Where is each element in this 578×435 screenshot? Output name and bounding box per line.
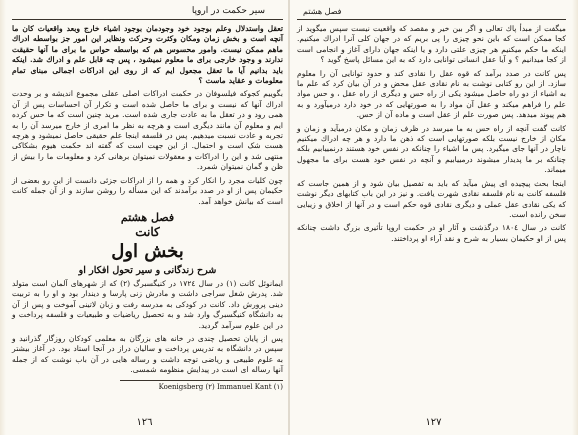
chapter-subject: کانت	[135, 224, 160, 239]
page-edge-shadow	[0, 0, 6, 435]
paragraph: چون کلیات مجرد را انکار کرد و همه را از ادراکات جزئی دانست از این رو بعضی از حکیمان پس از او در صدد برآمدند که این مسأله را روشن سازند و از آن جمله کانت است که بیانش خواهد آمد.	[12, 175, 283, 206]
paragraph: تعقل واستدلال وعلم بوجود خود وجودمان بوجود اشیاء خارج وبعد واقعیات کان ما آنچه است و بخش زمان ومکان وکثرت وحرکت ونظایر این امور جز بواسطه ادراك ماهم ممکن نیست. وامور محسوس هم که بواسطه حواس ما برای ما آنها حقیقت ندارند و وجود خارجی برای ما معلوم نمیشود ، پس چه قابل علم و ادراك شد. اینکه باید بدانیم آیا ما تعقل مجعول ایم که از روی این ادراکات اجمالی مبنای تمام معلومات و عقاید ماست ؟	[12, 24, 283, 86]
paragraph: ایمانوئل کانت (١) در سال ١٧٢٤ در کنیگسبرگ (٢) که از شهرهای آلمان است متولد شد. پدرش شغل سراجی داشت و مادرش زنی پارسا و دیندار بود و او را به تربیت دینی پرورش داد. کانت در کودکی به مدرسه رفت و زبان لاتینی آموخت و پس از آن به دانشگاه کنیگسبرگ وارد شد و به تحصیل ریاضیات و طبیعیات و فلسفه پرداخت و در این علوم سرآمد گردید.	[12, 278, 284, 330]
section-heading: بخش اول	[111, 240, 184, 262]
right-page	[289, 0, 578, 435]
running-head: سیر حکمت در اروپا	[12, 5, 283, 20]
page-number: ١٢٦	[136, 417, 153, 428]
paragraph: اینجا بحث پیچیده ای پیش میآید که باید به تفصیل بیان شود و از همین جاست که فلسفه کانت به نام فلسفه نقادی شهرت یافت. و نیز در این باب کتابهای دیگر نوشت که یکی نقادی عقل عملی و دیگری نقادی قوه حکم است و در آنها از اخلاق و زیبایی سخن رانده است.	[297, 178, 566, 219]
paragraph: پس از پایان تحصیل چندی در خانه های بزرگان به معلمی کودکان روزگار گذرانید و سپس در دانشگاه به تدریس پرداخت و سالیان دراز در آنجا استاد بود. در آغاز بیشتر به علوم طبیعی و ریاضی توجه داشت و رساله هایی در آن باب نوشت که از جمله آنها رساله ای است در پیدایش منظومه شمسی.	[12, 333, 283, 375]
paragraph: کانت در سال ١٨٠٤ درگذشت و آثار او در حکمت اروپا تأثیری بزرگ داشت چنانکه پس از او حکیمان بسیار به شرح و نقد آراء او پرداختند.	[297, 223, 566, 243]
footnote: Koenigsberg (٢) Immanuel Kant (١)	[158, 382, 283, 391]
paragraph: پس کانت در صدد برآمد که قوه عقل را نقادی کند و حدود توانایی آن را معلوم سازد. از این رو کتابی نوشت به نام نقادی عقل محض و در آن بیان کرد که علم ما به اشیاء از دو راه حاصل میشود یکی از راه حس و دیگری از راه عقل ، و حس مواد علم را فراهم میکند و عقل آن مواد را به صورتهایی که در خود دارد درمیآورد و به هم پیوند میدهد. پس صورت علم از عقل است و ماده آن از حس.	[297, 68, 566, 120]
page-number: ١٢٧	[425, 417, 442, 428]
paragraph: کانت گفت آنچه از راه حس به ما میرسد در ظرف زمان و مکان درمیآید و زمان و مکان از خارج نیست بلکه صورتهایی است که ذهن ما دارد و هر چه ادراك میکنیم ناچار در آنها جای میگیرد. پس ما اشیاء را چنانکه در نفس خود هستند درنمییابیم بلکه چنانکه بر ما پدیدار میشوند درمییابیم و آنچه در نفس خود هست برای ما مجهول میماند.	[297, 123, 566, 175]
footnote-rule	[120, 380, 283, 381]
paragraph: میگفت از مبدأ پاك تعالی و اگر بین خیر و مقصد كه واقعیت نیست سپس میگوید از کجا ممکن است که باین نحو چیزی را پی بریم که در جهان کلی آنرا ادراك میکنیم. اینکه ما حکم میکنیم هر چیزی علتی دارد و یا اینکه جهان دارای آغاز و انجامی است از کجا میدانیم ؟ و آیا عقل انسانی توانایی دارد که به این مسائل پاسخ گوید ؟	[297, 24, 566, 65]
chapter-heading: فصل هشتم	[120, 210, 175, 224]
running-head: فصل هشتم	[297, 5, 566, 20]
section-subheading: شرح زندگانی و سیر تحول افکار او	[78, 264, 217, 276]
page-edge-shadow	[572, 0, 578, 435]
paragraph: بگوییم کجوکه فیلسوفان در حکمت ادراکات اصلی عقلی مجموع اندیشه و بر وحدت ادراك آنها که نیست و برای ما حاصل شده است و تکرار آن احساسات پس از آن همی رود و در تعقل ما به عادت جاری شده است. مرید چنین است که ما حس کرده ایم و معلوم آن مانند دیگری است و هرچه به نظر ما امری از خارج میرسد آن را به تجربه و عادت نسبت میدهیم. پس در فلسفه اینجا علم حقیقی حاصل نمیشود و هرچه هست شک است و احتمال. از این جهت است که گفته اند حکمت هیوم بشکاکی منتهی شد و این را ادراکات و معقولات نمیتوان برهانی کرد و معلومات ما را بیش از ظن و گمان نمیتوان شمرد.	[12, 89, 283, 172]
